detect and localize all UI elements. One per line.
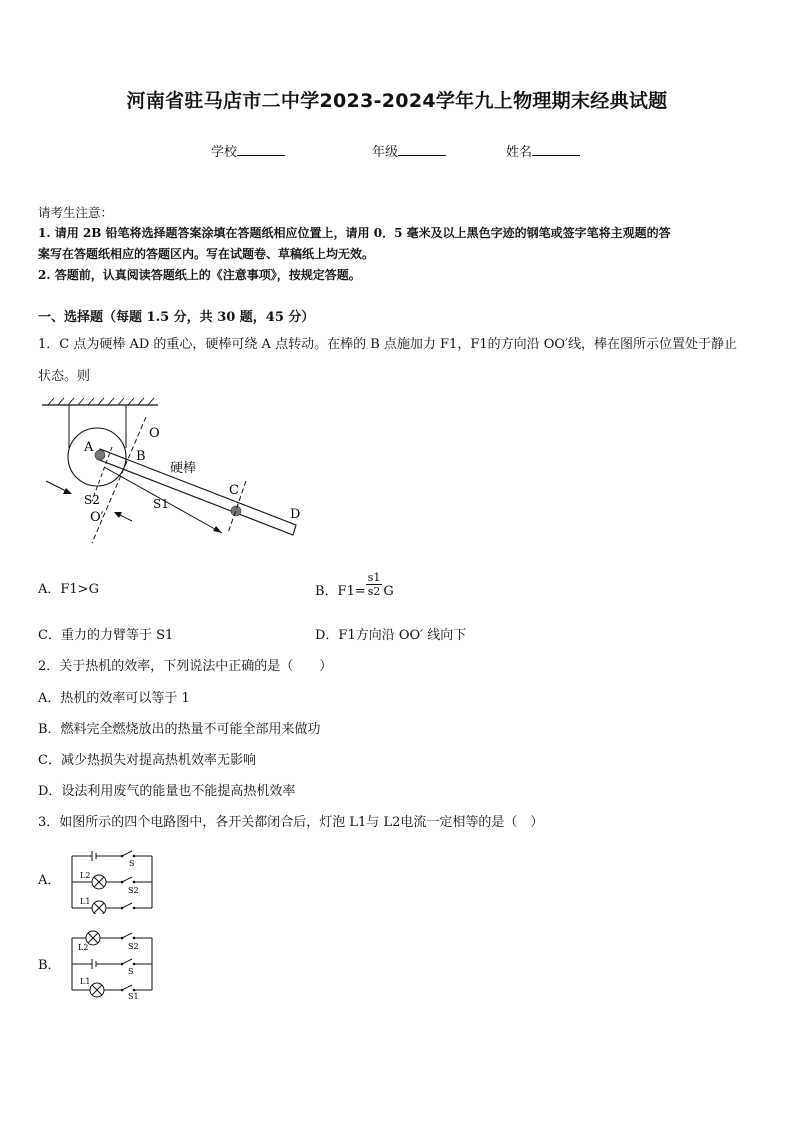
q3-option-B-label[interactable]: B．	[38, 958, 61, 973]
circuitA-label-S2: S2	[128, 886, 139, 895]
q1-text-line2: 状态。则	[38, 369, 91, 384]
q1-option-B[interactable]	[315, 571, 394, 598]
circuitB-label-S2: S2	[128, 942, 139, 951]
label-C: C	[229, 483, 239, 498]
circuitA-label-S: S	[129, 859, 135, 868]
circuitB-label-S1: S1	[128, 992, 139, 1000]
name-blank[interactable]	[532, 143, 580, 156]
grade-label: 年级	[372, 145, 399, 160]
q3-circuit-A[interactable]	[66, 848, 158, 914]
label-B: B	[136, 449, 146, 464]
grade-field[interactable]	[372, 141, 446, 160]
circuitA-label-L2: L2	[80, 871, 91, 880]
q1-optB-prefix: B．F1=	[315, 584, 366, 599]
label-O-prime: O′	[90, 510, 104, 525]
exam-title: 河南省驻马店市二中学2023-2024学年九上物理期末经典试题	[126, 90, 668, 112]
school-field[interactable]	[211, 141, 285, 160]
ceiling-hatch	[48, 398, 154, 405]
q3-text: 3．如图所示的四个电路图中，各开关都闭合后，灯泡 L1与 L2电流一定相等的是（ ）	[38, 815, 544, 830]
circuitB-label-L2: L2	[78, 943, 89, 952]
q1-option-C[interactable]: C．重力的力臂等于 S1	[38, 628, 174, 643]
q1-optB-denominator: s2	[367, 585, 381, 598]
label-rod: 硬棒	[170, 461, 197, 476]
q2-option-B[interactable]: B．燃料完全燃烧放出的热量不可能全部用来做功	[38, 722, 321, 737]
q2-text: 2．关于热机的效率，下列说法中正确的是（ ）	[38, 659, 333, 674]
q1-optB-suffix: G	[383, 584, 394, 599]
circuitB-label-L1: L1	[80, 977, 91, 986]
label-O: O	[149, 426, 160, 441]
label-D: D	[290, 507, 301, 522]
s1-arrowhead	[213, 526, 222, 533]
grade-blank[interactable]	[398, 143, 446, 156]
label-A: A	[84, 440, 94, 455]
q3-option-A-label[interactable]: A．	[38, 873, 61, 888]
notice-item1-line2: 案写在答题纸相应的答题区内。写在试题卷、草稿纸上均无效。	[38, 247, 375, 261]
circuitA-label-L1: L1	[80, 897, 91, 906]
circuitB-label-S: S	[128, 967, 134, 976]
q1-optB-numerator: s1	[367, 571, 381, 584]
school-label: 学校	[211, 145, 238, 160]
point-C-dot	[231, 506, 241, 516]
q2-option-C[interactable]: C．减少热损失对提高热机效率无影响	[38, 753, 256, 768]
q1-text-line1: 1．C 点为硬棒 AD 的重心，硬棒可绕 A 点转动。在棒的 B 点施加力 F1，F1的方向沿 OO′线，棒在图所示位置处于静止	[38, 337, 738, 352]
q1-optB-fraction	[366, 571, 383, 598]
label-S2: S2	[84, 493, 100, 507]
point-A-dot	[95, 450, 105, 460]
section1-heading: 一、选择题（每题 1.5 分，共 30 题，45 分）	[38, 310, 315, 325]
q3-circuit-B[interactable]	[66, 928, 158, 1000]
notice-heading: 请考生注意：	[38, 205, 114, 220]
q1-figure	[30, 393, 320, 548]
q2-option-D[interactable]: D．设法利用废气的能量也不能提高热机效率	[38, 784, 296, 799]
name-label: 姓名	[506, 145, 533, 160]
notice-item2: 2. 答题前，认真阅读答题纸上的《注意事项》，按规定答题。	[38, 268, 361, 282]
name-field[interactable]	[506, 141, 580, 160]
label-S1: S1	[153, 497, 169, 511]
school-blank[interactable]	[237, 143, 285, 156]
q1-option-A[interactable]: A．F1>G	[38, 582, 99, 597]
notice-item1-line1: 1. 请用 2B 铅笔将选择题答案涂填在答题纸相应位置上，请用 0．5 毫米及以上黑色字迹的钢笔或签字笔将主观题的答	[38, 226, 671, 240]
q2-option-A[interactable]: A．热机的效率可以等于 1	[38, 691, 190, 706]
s2-arrowhead-left	[63, 488, 72, 494]
q1-option-D[interactable]: D．F1方向沿 OO′ 线向下	[315, 628, 467, 643]
